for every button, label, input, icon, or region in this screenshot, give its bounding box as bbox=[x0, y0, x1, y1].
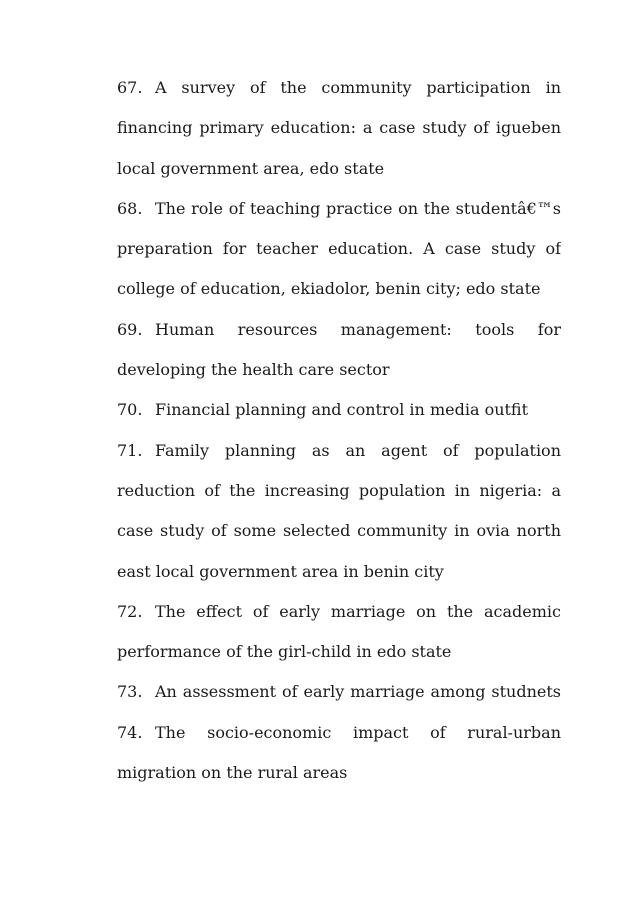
list-item-69 bbox=[117, 310, 561, 391]
item-text-line: college of education, ekiadolor, benin city; edo state bbox=[117, 279, 541, 299]
item-number: 72. bbox=[117, 601, 143, 621]
item-text-line: reduction of the increasing population in nigeria: a bbox=[117, 480, 561, 500]
list-item-70 bbox=[117, 390, 561, 430]
list-item-71 bbox=[117, 431, 561, 592]
list-item-73 bbox=[117, 672, 561, 712]
list-item-72 bbox=[117, 592, 561, 673]
list-item-68 bbox=[117, 189, 561, 310]
item-text-line: financing primary education: a case study of igueben bbox=[117, 118, 561, 138]
item-text-line: local government area, edo state bbox=[117, 158, 385, 178]
item-number: 71. bbox=[117, 440, 143, 460]
document-page bbox=[117, 68, 561, 793]
item-text-line: performance of the girl-child in edo state bbox=[117, 642, 452, 662]
item-text-line: Financial planning and control in media outfit bbox=[155, 400, 529, 420]
item-number: 69. bbox=[117, 319, 143, 339]
item-text-line: The socio-economic impact of rural-urban bbox=[155, 722, 561, 742]
list-item-74 bbox=[117, 713, 561, 794]
item-text-line: case study of some selected community in ovia north bbox=[117, 521, 561, 541]
item-number: 74. bbox=[117, 722, 143, 742]
item-number: 73. bbox=[117, 682, 143, 702]
item-number: 68. bbox=[117, 198, 143, 218]
item-text-line: preparation for teacher education. A case study of bbox=[117, 239, 561, 259]
list-item-67 bbox=[117, 68, 561, 189]
item-text-line: Human resources management: tools for bbox=[155, 319, 561, 339]
item-text-line: The role of teaching practice on the studentâ€™s bbox=[155, 198, 561, 218]
item-text-line: The effect of early marriage on the academic bbox=[155, 601, 561, 621]
item-number: 70. bbox=[117, 400, 143, 420]
item-text-line: east local government area in benin city bbox=[117, 561, 444, 581]
item-text-line: An assessment of early marriage among studnets bbox=[155, 682, 561, 702]
item-text-line: migration on the rural areas bbox=[117, 763, 348, 783]
item-text-line: developing the health care sector bbox=[117, 360, 390, 380]
item-number: 67. bbox=[117, 78, 143, 97]
item-text-line: Family planning as an agent of population bbox=[155, 440, 561, 460]
item-text-line: A survey of the community participation in bbox=[155, 78, 561, 97]
